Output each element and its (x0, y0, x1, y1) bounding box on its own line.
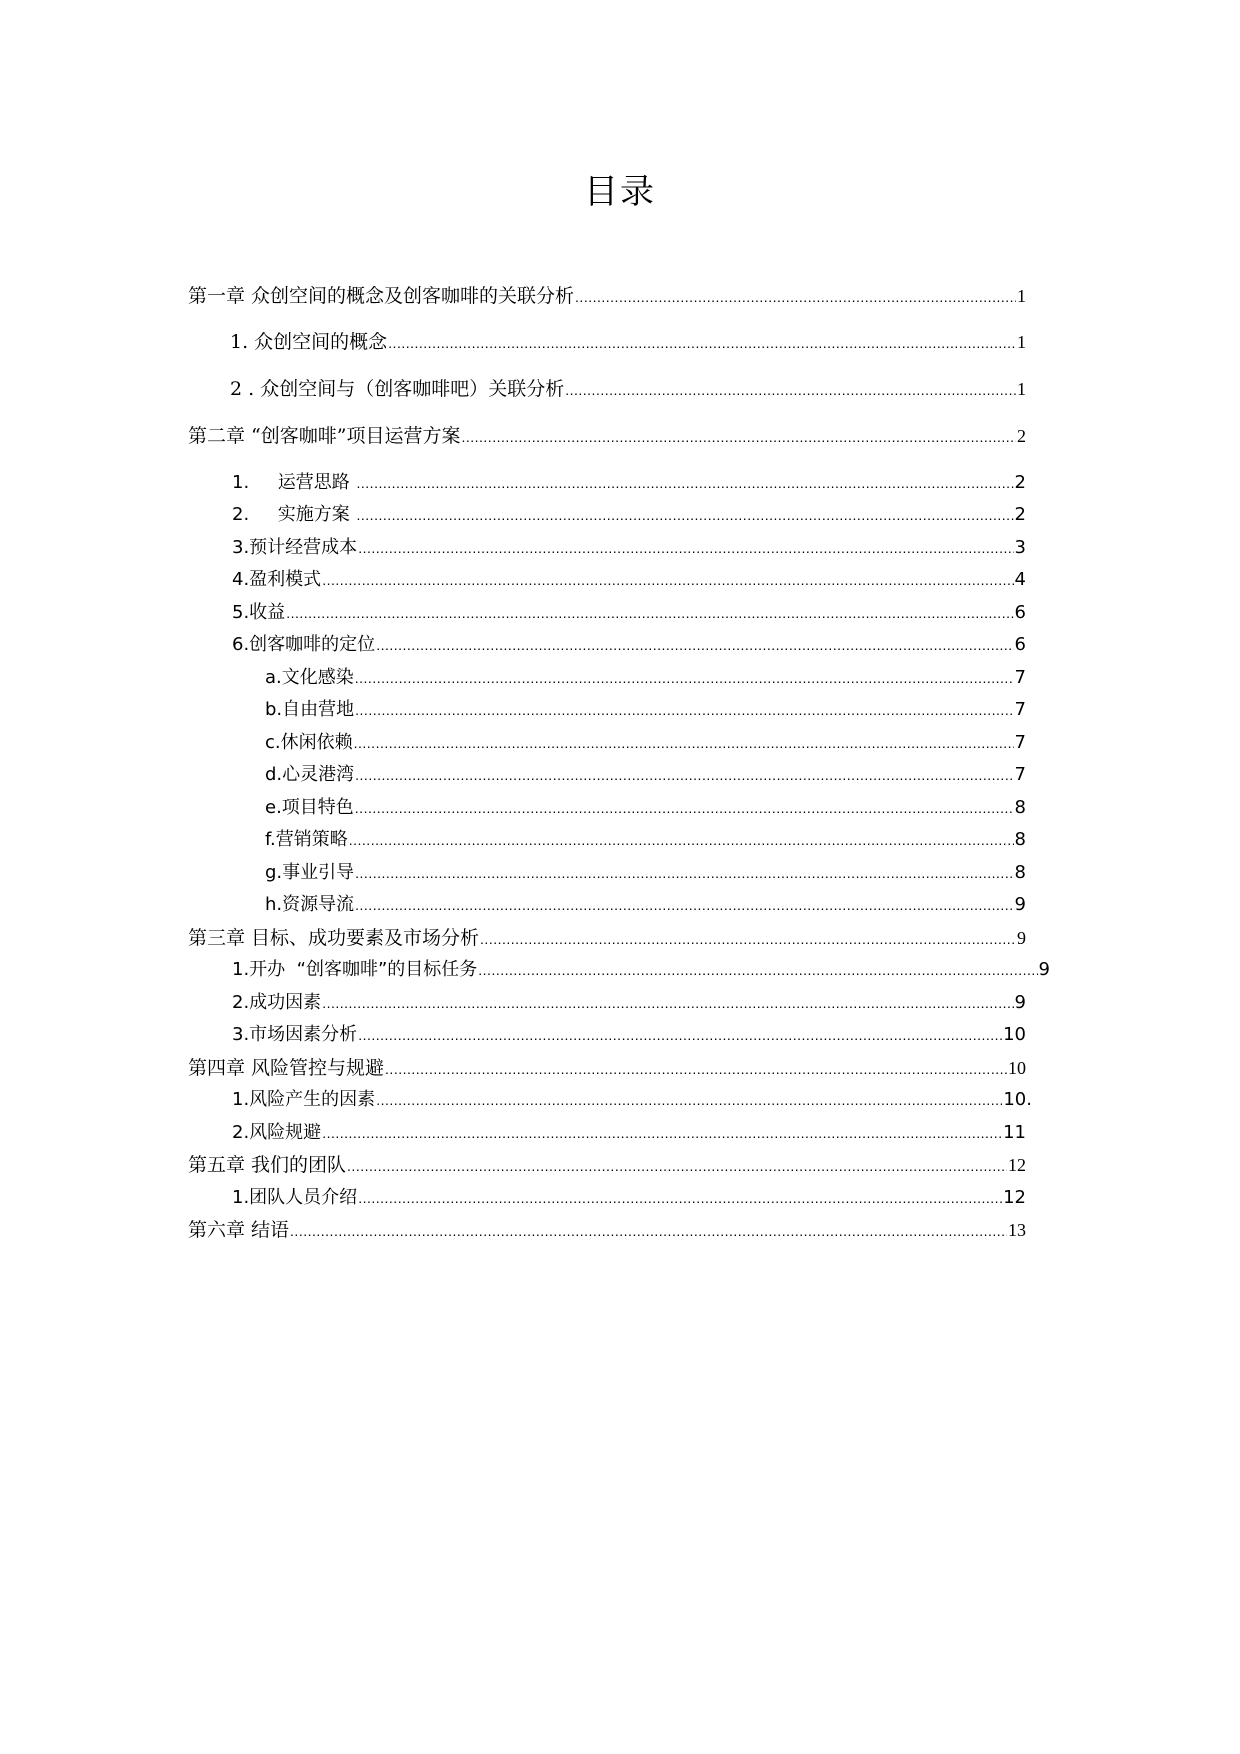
dot-leader (376, 632, 1013, 658)
toc-entry-2-2[interactable] (232, 502, 1026, 528)
toc-title: 目录 (584, 172, 656, 212)
toc-entry-page: 8 (1014, 797, 1026, 818)
toc-entry-2-6-b[interactable] (265, 697, 1026, 723)
toc-entry-label: b.自由营地 (265, 699, 355, 720)
toc-entry-page: 9 (1017, 928, 1026, 948)
toc-entry-2-6-e[interactable] (265, 795, 1026, 821)
toc-entry-page: 2 (1014, 472, 1026, 493)
toc-entry-label: a.文化感染 (265, 667, 354, 688)
toc-entry-label: e.项目特色 (265, 797, 354, 818)
dot-leader (376, 1087, 1002, 1113)
dot-leader (565, 377, 1016, 403)
toc-entry-page: 7 (1014, 764, 1026, 785)
toc-entry-page: 11 (1003, 1122, 1026, 1143)
toc-entry-page: 9 (1014, 992, 1026, 1013)
toc-entry-page: 7 (1014, 732, 1026, 753)
toc-entry-label: 1.风险产生的因素 (232, 1089, 376, 1110)
toc-entry-label: 1.团队人员介绍 (232, 1187, 358, 1208)
toc-entry-page: 8 (1014, 862, 1026, 883)
toc-entry-page: 9 (1038, 959, 1050, 980)
toc-entry-page: 1 (1017, 286, 1026, 306)
toc-entry-5-1[interactable] (232, 1185, 1026, 1211)
toc-entry-3-1[interactable] (232, 957, 1050, 983)
dot-leader (355, 795, 1014, 821)
dot-leader (575, 284, 1016, 310)
dot-leader (286, 600, 1013, 626)
toc-entry-label: c.休闲依赖 (265, 732, 353, 753)
toc-entry-page: 7 (1014, 667, 1026, 688)
toc-entry-label: 1.开办 “创客咖啡”的目标任务 (232, 959, 478, 980)
dot-leader (461, 424, 1016, 450)
toc-entry-label: 3.市场因素分析 (232, 1024, 358, 1045)
dot-leader (355, 697, 1013, 723)
toc-entry-label: 2.成功因素 (232, 992, 322, 1013)
toc-entry-label: 2. 实施方案 (232, 504, 356, 525)
toc-entry-label: 5.收益 (232, 602, 286, 623)
dot-leader (358, 1185, 1002, 1211)
toc-entry-page: 10. (1003, 1089, 1032, 1110)
toc-entry-2-6-c[interactable] (265, 730, 1026, 756)
toc-entry-page: 9 (1014, 894, 1026, 915)
toc-entry-label: 4.盈利模式 (232, 569, 322, 590)
toc-entry-page: 4 (1014, 569, 1026, 590)
toc-entry-label: f.营销策略 (265, 829, 348, 850)
toc-entry-label: d.心灵港湾 (265, 764, 355, 785)
dot-leader (358, 535, 1013, 561)
toc-entry-page: 12 (1003, 1187, 1026, 1208)
toc-entry-2-6-d[interactable] (265, 762, 1026, 788)
toc-entry-label: g.事业引导 (265, 862, 355, 883)
toc-entry-label: 3.预计经营成本 (232, 537, 358, 558)
toc-entry-2-6-g[interactable] (265, 860, 1026, 886)
dot-leader (347, 1153, 1007, 1179)
toc-entry-2-6-h[interactable] (265, 892, 1026, 918)
toc-entry-page: 12 (1008, 1155, 1026, 1175)
toc-entry-4-1[interactable] (232, 1087, 1032, 1113)
dot-leader (322, 567, 1013, 593)
toc-entry-2-6[interactable] (232, 632, 1026, 658)
toc-entry-2-1[interactable] (232, 470, 1026, 496)
toc-entry-label: h.资源导流 (265, 894, 355, 915)
dot-leader (322, 1120, 1002, 1146)
toc-entry-label: 第一章 众创空间的概念及创客咖啡的关联分析 (188, 285, 575, 307)
dot-leader (478, 957, 1037, 983)
toc-entry-2-3[interactable] (232, 535, 1026, 561)
toc-entry-3-2[interactable] (232, 990, 1026, 1016)
dot-leader (355, 860, 1013, 886)
dot-leader (322, 990, 1013, 1016)
toc-entry-page: 6 (1014, 634, 1026, 655)
toc-entry-label: 第二章 “创客咖啡”项目运营方案 (188, 425, 461, 447)
toc-entry-label: 6.创客咖啡的定位 (232, 634, 376, 655)
dot-leader (349, 827, 1014, 853)
toc-entry-label: 第四章 风险管控与规避 (188, 1057, 385, 1079)
toc-entry-page: 1 (1017, 332, 1026, 352)
toc-entry-label: 1. 运营思路 (232, 472, 356, 493)
toc-entry-page: 10 (1003, 1024, 1026, 1045)
toc-entry-chapter-5[interactable] (188, 1152, 1026, 1179)
toc-entry-label: 2 . 众创空间与（创客咖啡吧）关联分析 (230, 378, 565, 400)
dot-leader (290, 1218, 1007, 1244)
dot-leader (385, 1056, 1007, 1082)
dot-leader (357, 470, 1014, 496)
toc-entry-1-1[interactable] (230, 329, 1026, 356)
dot-leader (357, 502, 1014, 528)
toc-entry-page: 1 (1017, 379, 1026, 399)
toc-entry-2-6-f[interactable] (265, 827, 1026, 853)
toc-entry-page: 13 (1008, 1220, 1026, 1240)
toc-entry-page: 8 (1014, 829, 1026, 850)
toc-entry-1-2[interactable] (230, 376, 1026, 403)
toc-entry-chapter-1[interactable] (188, 283, 1026, 310)
dot-leader (355, 665, 1014, 691)
dot-leader (354, 730, 1014, 756)
dot-leader (388, 330, 1016, 356)
toc-entry-label: 第六章 结语 (188, 1219, 290, 1241)
toc-entry-chapter-6[interactable] (188, 1217, 1026, 1244)
dot-leader (355, 762, 1013, 788)
toc-entry-2-5[interactable] (232, 600, 1026, 626)
toc-entry-page: 10 (1008, 1058, 1026, 1078)
toc-entry-label: 第三章 目标、成功要素及市场分析 (188, 927, 480, 949)
toc-entry-3-3[interactable] (232, 1022, 1026, 1048)
toc-entry-label: 2.风险规避 (232, 1122, 322, 1143)
toc-entry-2-6-a[interactable] (265, 665, 1026, 691)
toc-entry-page: 2 (1014, 504, 1026, 525)
dot-leader (480, 926, 1016, 952)
toc-entry-page: 6 (1014, 602, 1026, 623)
toc-entry-chapter-2[interactable] (188, 423, 1026, 450)
dot-leader (355, 892, 1013, 918)
toc-entry-4-2[interactable] (232, 1120, 1026, 1146)
toc-entry-2-4[interactable] (232, 567, 1026, 593)
toc-entry-chapter-4[interactable] (188, 1055, 1026, 1082)
toc-entry-label: 1. 众创空间的概念 (230, 331, 388, 353)
toc-entry-page: 3 (1014, 537, 1026, 558)
toc-entry-page: 7 (1014, 699, 1026, 720)
dot-leader (358, 1022, 1002, 1048)
toc-entry-chapter-3[interactable] (188, 925, 1026, 952)
toc-entry-label: 第五章 我们的团队 (188, 1154, 347, 1176)
toc-entry-page: 2 (1017, 426, 1026, 446)
